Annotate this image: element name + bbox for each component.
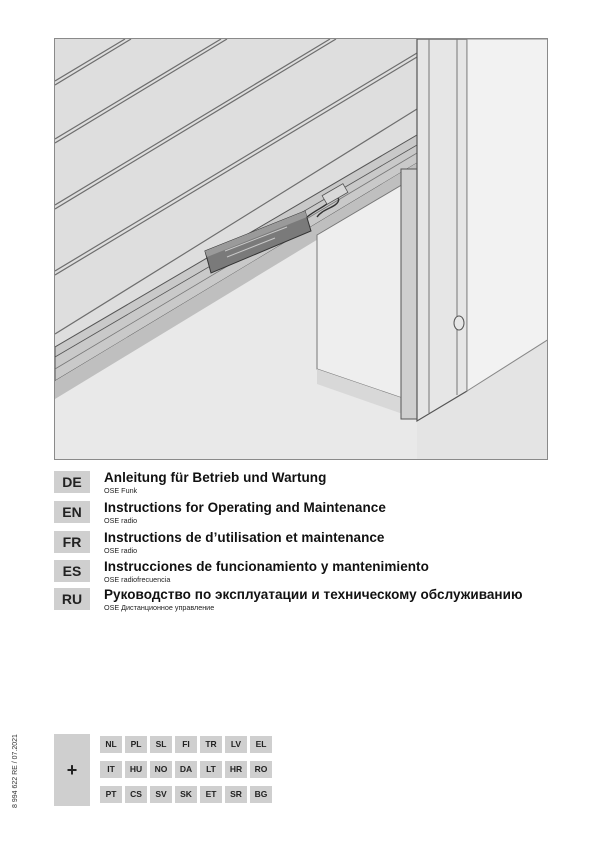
language-subtitle: OSE radio [104,516,138,525]
language-chip: HR [225,761,247,778]
language-subtitle: OSE Дистанционное управление [104,603,215,612]
language-title: Instructions for Operating and Maintenance [104,500,386,515]
cover-illustration [54,38,548,460]
right-wall [467,39,548,391]
language-chip: RO [250,761,272,778]
language-row-en [54,500,554,524]
language-row-de [54,470,554,494]
language-chip: CS [125,786,147,803]
language-row-fr [54,530,554,554]
language-subtitle: OSE Funk [104,486,138,495]
language-chip: SK [175,786,197,803]
language-chip: SL [150,736,172,753]
language-chip: SR [225,786,247,803]
language-chip: TR [200,736,222,753]
language-chip: IT [100,761,122,778]
language-row-ru [54,587,554,611]
language-chip: LV [225,736,247,753]
language-chip: ET [200,786,222,803]
language-chip: NL [100,736,122,753]
garage-door-illustration [55,39,548,460]
language-chip: FI [175,736,197,753]
language-chip: EL [250,736,272,753]
language-chip: HU [125,761,147,778]
language-row-es [54,559,554,583]
language-chip: BG [250,786,272,803]
language-chip: NO [150,761,172,778]
language-code-badge: RU [54,588,90,610]
language-chip: DA [175,761,197,778]
language-subtitle: OSE radio [104,546,138,555]
language-code-badge: ES [54,560,90,582]
more-languages-plus: + [54,734,90,806]
language-title: Instrucciones de funcionamiento y mantenimiento [104,559,429,574]
language-subtitle: OSE radiofrecuencia [104,575,171,584]
language-chip: PT [100,786,122,803]
language-chip: PL [125,736,147,753]
language-code-badge: DE [54,471,90,493]
frame-hole [454,316,464,330]
side-rail [401,169,417,419]
language-chip: LT [200,761,222,778]
language-code-badge: EN [54,501,90,523]
language-chip: SV [150,786,172,803]
language-code-badge: FR [54,531,90,553]
language-title: Instructions de d’utilisation et maintenance [104,530,385,545]
document-code: 8 994 622 RE / 07.2021 [12,734,19,808]
language-title: Руководство по эксплуатации и техническому обслуживанию [104,587,523,602]
door-frame [417,39,467,421]
language-title: Anleitung für Betrieb und Wartung [104,470,327,485]
